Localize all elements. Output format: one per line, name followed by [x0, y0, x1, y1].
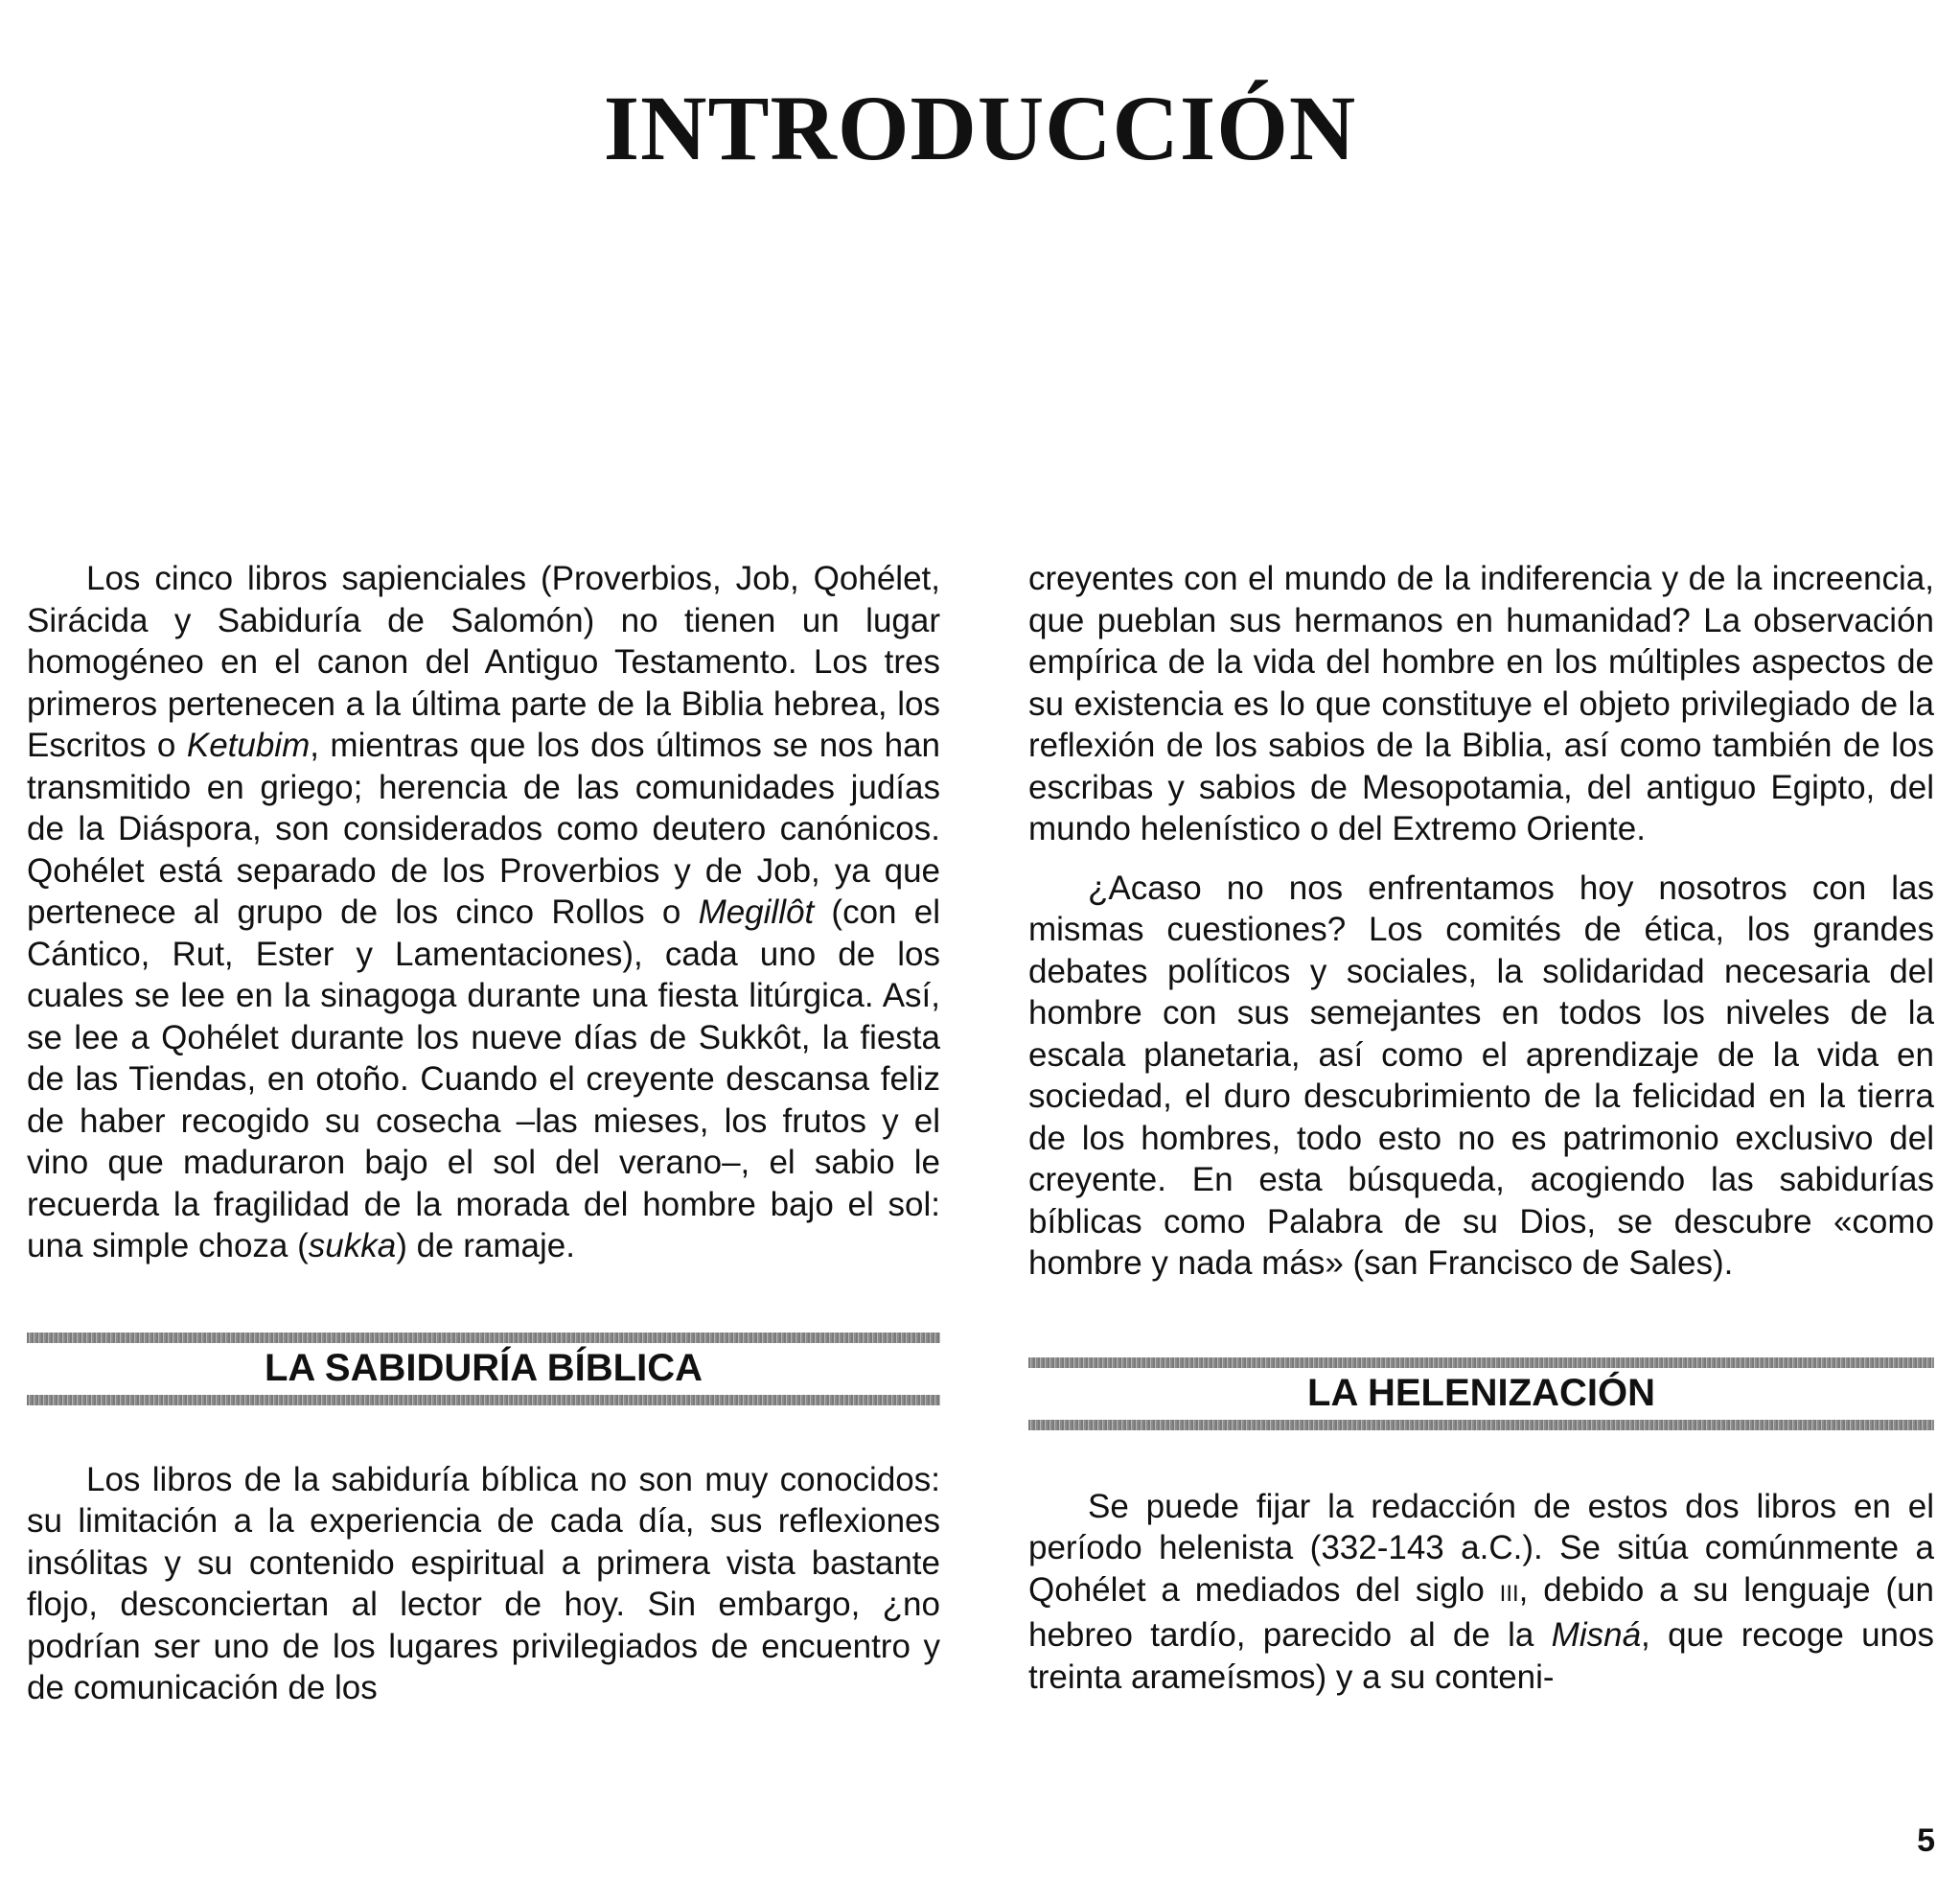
continued-paragraph: creyentes con el mundo de la indiferencia y de la increencia, que pueblan sus hermanos en humanidad? La observación empírica de la vida del hombre en los múltiples aspectos de su existencia es lo que constituye el objeto privilegiado de la reflexión de los sabios de la Biblia, así como también de los escribas y sabios de Mesopotamia, del antiguo Egipto, del mundo helenístico o del Extremo Oriente.	[1028, 560, 1934, 847]
text-run: , debido a su lenguaje (un hebreo tardío, parecido al de la	[1028, 1570, 1935, 1654]
decorative-band-bottom	[1028, 1420, 1934, 1430]
decorative-band-bottom	[27, 1395, 940, 1405]
section-heading-block	[1028, 1357, 1934, 1430]
sabiduria-paragraph: Los libros de la sabiduría bíblica no son muy conocidos: su limitación a la experiencia de cada día, sus reflexiones insólitas y su contenido espiritual a primera vista bastante flojo, desconciertan al lector de hoy. Sin embargo, ¿no podrían ser uno de los lugares privilegiados de encuentro y de comunicación de los	[27, 1460, 940, 1706]
page-number: 5	[1917, 1822, 1935, 1859]
italic-term-ketubim: Ketubim	[186, 727, 311, 764]
text-run: (con el Cántico, Rut, Ester y Lamentaciones), cada uno de los cuales se lee en la sinagoga durante una fiesta litúrgica. Así, se lee a Qohélet durante los nueve días de Sukkôt, la fiesta de las Tiendas, en otoño. Cuando el creyente descansa feliz de haber recogido su cosecha –las mieses, los frutos y el vino que maduraron bajo el sol del verano–, el sabio le recuerda la fragilidad de la morada del hombre bajo el sol: una simple choza (	[27, 893, 941, 1264]
right-column	[1028, 558, 1934, 1698]
italic-term-megillot: Megillôt	[698, 893, 815, 931]
text-run: , que recoge unos treinta arameísmos) y a su conteni-	[1028, 1616, 1934, 1696]
text-run: Se puede fijar la redacción de estos dos libros en el período helenista (332-143 a.C.). Se sitúa comúnmente a Qohélet a mediados del siglo	[1028, 1487, 1934, 1609]
section-heading-sabiduria-biblica: LA SABIDURÍA BÍBLICA	[264, 1346, 703, 1389]
decorative-band-top	[27, 1333, 940, 1343]
intro-paragraph	[27, 558, 940, 1267]
text-run: , mientras que los dos últimos se nos han transmitido en griego; herencia de las comunidades judías de la Diáspora, son considerados como deutero canónicos. Qohélet está separado de los Proverbios y de Job, ya que pertenece al grupo de los cinco Rollos o	[27, 727, 940, 931]
italic-term-sukka: sukka	[308, 1227, 397, 1264]
decorative-band-top	[1028, 1357, 1934, 1368]
text-run: ) de ramaje.	[396, 1227, 575, 1264]
italic-term-misna: Misná	[1551, 1616, 1642, 1654]
roman-numeral-century: III	[1499, 1580, 1519, 1607]
section-heading-helenizacion: LA HELENIZACIÓN	[1307, 1371, 1655, 1414]
helenizacion-paragraph	[1028, 1486, 1934, 1699]
section-heading-block	[27, 1333, 940, 1405]
left-column	[27, 558, 940, 1709]
page-title: INTRODUCCIÓN	[603, 77, 1357, 179]
acaso-paragraph: ¿Acaso no nos enfrentamos hoy nosotros con las mismas cuestiones? Los comités de ética, los grandes debates políticos y sociales, la solidaridad necesaria del hombre con sus semejantes en todos los niveles de la escala planetaria, así como el aprendizaje de la vida en sociedad, el duro descubrimiento de la felicidad en la tierra de los hombres, todo esto no es patrimonio exclusivo del creyente. En esta búsqueda, acogiendo las sabidurías bíblicas como Palabra de su Dios, se descubre «como hombre y nada más» (san Francisco de Sales).	[1028, 869, 1934, 1282]
text-run: Los cinco libros sapienciales (Proverbios, Job, Qohélet, Sirácida y Sabiduría de Salomón) no tienen un lugar homogéneo en el canon del Antiguo Testamento. Los tres primeros pertenecen a la última parte de la Biblia hebrea, los Escritos o	[27, 560, 940, 764]
